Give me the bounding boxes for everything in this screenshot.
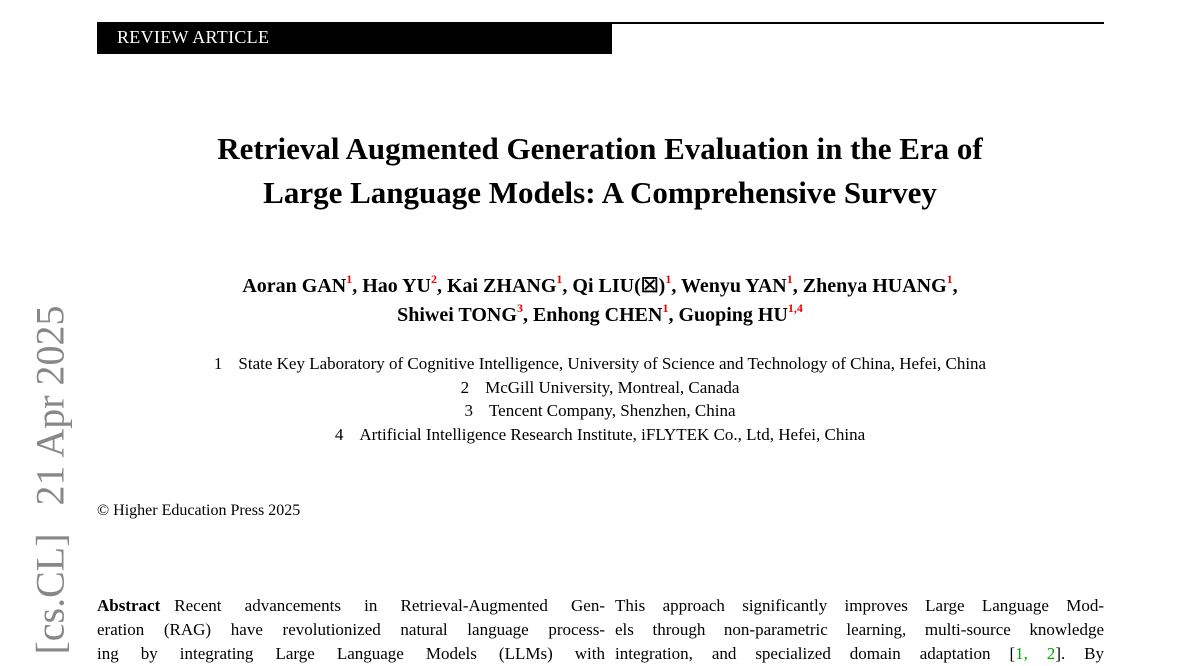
author-name: Aoran GAN bbox=[242, 275, 347, 297]
title-line: Large Language Models: A Comprehensive Survey bbox=[263, 175, 937, 210]
affiliation-text: State Key Laboratory of Cognitive Intelligence, University of Science and Technology of China, Hefei, China bbox=[238, 354, 987, 373]
abstract-heading: Abstract bbox=[97, 596, 161, 615]
affiliation-number: 3 bbox=[464, 401, 473, 421]
author-line bbox=[0, 272, 1200, 301]
abstract-line: eration (RAG) have revolutionized natural language process- bbox=[97, 620, 605, 639]
affiliation-item bbox=[0, 399, 1200, 423]
paper-title bbox=[0, 127, 1200, 215]
citation-link[interactable]: 1, 2 bbox=[1015, 644, 1056, 663]
abstract-left-column bbox=[97, 594, 605, 666]
author-separator: , bbox=[562, 275, 573, 297]
author-list bbox=[0, 272, 1200, 330]
affiliation-item bbox=[0, 423, 1200, 447]
author-separator: , bbox=[522, 304, 533, 326]
abstract-line: ing by integrating Large Language Models (LLMs) with bbox=[97, 644, 605, 663]
abstract-line: Abstract Recent advancements in Retrieval-Augmented Gen- bbox=[97, 596, 605, 615]
author-separator: , bbox=[792, 275, 803, 297]
affiliation-superscript[interactable]: 1 bbox=[556, 272, 563, 286]
author-name: Zhenya HUANG bbox=[802, 275, 947, 297]
author-name: Shiwei TONG bbox=[397, 304, 517, 326]
copyright-notice: © Higher Education Press 2025 bbox=[97, 502, 301, 519]
abstract-right-column bbox=[615, 594, 1104, 666]
affiliation-text: Tencent Company, Shenzhen, China bbox=[488, 401, 736, 421]
affiliation-superscript[interactable]: 1,4 bbox=[787, 301, 803, 315]
author-line bbox=[0, 301, 1200, 330]
affiliation-superscript[interactable]: 1 bbox=[665, 272, 672, 286]
abstract-line: integration, and specialized domain adaptation [1, 2]. By bbox=[615, 644, 1105, 663]
author-separator: , bbox=[671, 275, 681, 297]
affiliations bbox=[0, 352, 1200, 447]
affiliation-superscript[interactable]: 1 bbox=[946, 272, 953, 286]
author-name: Wenyu YAN bbox=[680, 275, 787, 297]
affiliation-superscript[interactable]: 2 bbox=[430, 272, 437, 286]
affiliation-superscript[interactable]: 1 bbox=[786, 272, 793, 286]
author-separator: , bbox=[436, 275, 447, 297]
affiliation-number: 1 bbox=[213, 354, 223, 373]
affiliation-number: 2 bbox=[460, 377, 470, 397]
arxiv-category: [cs.CL] bbox=[27, 533, 73, 655]
affiliation-text: Artificial Intelligence Research Institute, iFLYTEK Co., Ltd, Hefei, China bbox=[359, 425, 866, 445]
author-separator: , bbox=[352, 275, 363, 297]
affiliation-item bbox=[0, 352, 1200, 376]
title-line: Retrieval Augmented Generation Evaluation in the Era of bbox=[217, 131, 983, 166]
abstract-line: els through non-parametric learning, multi-source knowledge bbox=[615, 620, 1104, 639]
affiliation-number: 4 bbox=[334, 425, 344, 445]
header-rule bbox=[612, 22, 1104, 24]
article-type-banner bbox=[97, 22, 612, 54]
author-name: Hao YU bbox=[362, 275, 431, 297]
author-name: Kai ZHANG bbox=[446, 275, 557, 297]
affiliation-superscript[interactable]: 3 bbox=[516, 301, 523, 315]
abstract-line: This approach significantly improves Large Language Mod- bbox=[615, 596, 1104, 615]
author-name: Qi LIU(☒) bbox=[572, 275, 666, 297]
arxiv-stamp bbox=[27, 305, 74, 654]
author-name: Enhong CHEN bbox=[532, 304, 663, 326]
affiliation-text: McGill University, Montreal, Canada bbox=[485, 377, 740, 397]
affiliation-superscript[interactable]: 1 bbox=[662, 301, 669, 315]
arxiv-date: 21 Apr 2025 bbox=[27, 305, 73, 506]
affiliation-superscript[interactable]: 1 bbox=[346, 272, 353, 286]
article-type-label: REVIEW ARTICLE bbox=[117, 27, 270, 47]
affiliation-item bbox=[0, 376, 1200, 400]
author-name: Guoping HU bbox=[678, 304, 788, 326]
author-separator: , bbox=[952, 275, 958, 297]
author-separator: , bbox=[668, 304, 679, 326]
